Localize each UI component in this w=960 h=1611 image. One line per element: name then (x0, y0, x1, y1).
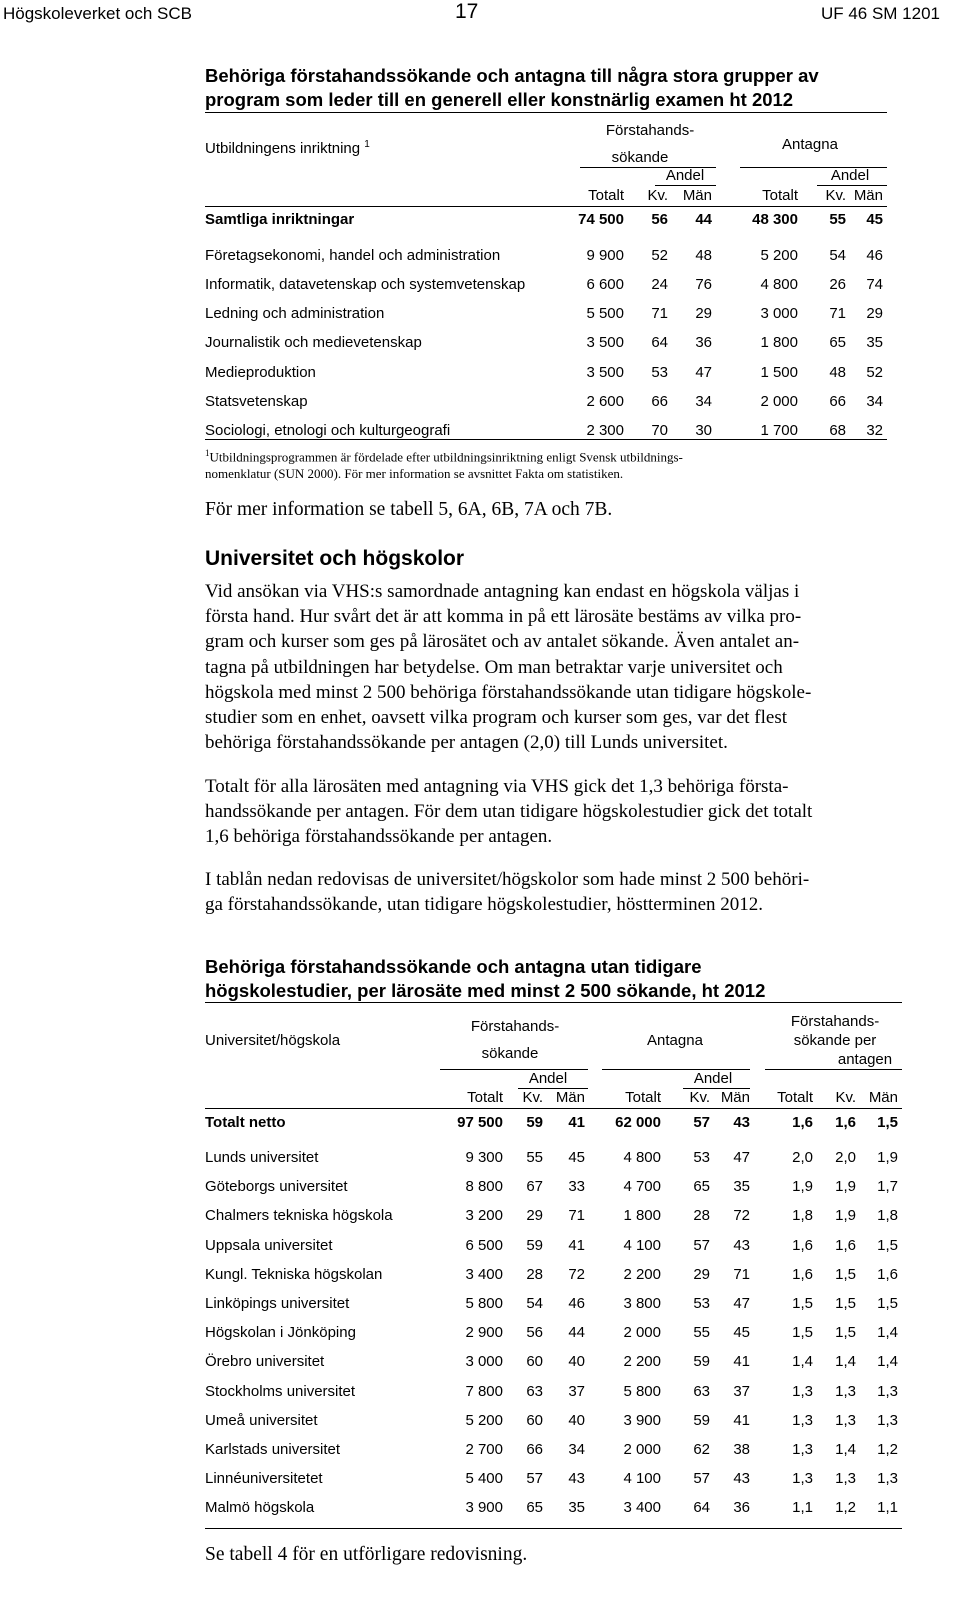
table2-row-value: 1,9 (835, 1178, 856, 1196)
table2-row-value: 1,3 (792, 1441, 813, 1458)
table2-row-value: 57 (693, 1236, 710, 1254)
table2-row-value: 4 100 (623, 1470, 661, 1488)
table1-andel: Andel (665, 167, 705, 184)
table2-total-row-value: 57 (693, 1114, 710, 1131)
table2-row-value: 1,5 (835, 1295, 856, 1312)
table1-row-value: 9 900 (586, 247, 624, 264)
table2-row-value: 54 (526, 1295, 543, 1312)
table1-row-value: 6 600 (586, 276, 624, 293)
table2-row-value: 1,2 (835, 1499, 856, 1517)
table2-row-value: 2,0 (835, 1149, 856, 1166)
table1-col-man: Män (682, 187, 712, 204)
table1-title-line: Behöriga förstahandssökande och antagna till några stora grupper av (205, 65, 819, 86)
table1-andel-rule (817, 185, 887, 186)
table1-row-value: 74 (866, 276, 883, 293)
paragraph-line: studier som en enhet, oavsett vilka program och kurser som ges, var det flest (205, 707, 787, 729)
table1-row-value: 4 800 (760, 276, 798, 293)
table2-row-value: 1,4 (792, 1353, 813, 1371)
table1-group-antagna: Antagna (782, 136, 838, 153)
table2-row-value: 43 (733, 1470, 750, 1488)
reference-text-1: För mer information se tabell 5, 6A, 6B, 7A och 7B. (205, 499, 613, 520)
table2-row-value: 36 (733, 1499, 750, 1517)
table2-row-label: Kungl. Tekniska högskolan (205, 1265, 383, 1283)
table2-row-value: 62 (693, 1441, 710, 1458)
table1-total-row-value: 74 500 (578, 211, 624, 228)
table1-row-value: 34 (866, 393, 883, 410)
table2-row-value: 38 (733, 1441, 750, 1458)
table2-row-value: 35 (568, 1499, 585, 1517)
table2-bottom-rule (205, 1528, 902, 1529)
table1-row-value: 46 (866, 247, 883, 264)
table2-group-forstahands: Förstahands- (470, 1018, 560, 1035)
table2-col-kv: Kv. (689, 1089, 710, 1106)
table2-row-value: 3 400 (623, 1499, 661, 1517)
table2-row-value: 40 (568, 1353, 585, 1371)
table2-row-value: 3 900 (623, 1411, 661, 1429)
table2-row-value: 72 (568, 1265, 585, 1283)
table2-row-value: 5 800 (623, 1382, 661, 1400)
table1-row-value: 36 (695, 334, 712, 351)
table2-row-value: 47 (733, 1149, 750, 1166)
table2-row-value: 41 (733, 1353, 750, 1371)
table2-row-label: Uppsala universitet (205, 1236, 333, 1254)
table2-row-value: 67 (526, 1178, 543, 1196)
table1-total-row-value: 44 (695, 211, 712, 228)
table2-col-totalt: Totalt (467, 1089, 503, 1106)
table2-total-row-value: 41 (568, 1114, 585, 1131)
table1-column-label: Utbildningens inriktning $^1$ (205, 139, 370, 157)
table2-row-value: 8 800 (465, 1178, 503, 1196)
table2-row-value: 1,3 (877, 1470, 898, 1488)
table2-row-value: 29 (526, 1207, 543, 1225)
table1-col-totalt: Totalt (588, 187, 624, 204)
paragraph-line: handssökande per antagen. För dem utan tidigare högskolestudier gick det totalt (205, 801, 813, 823)
table1-row-value: 2 600 (586, 393, 624, 410)
section-heading: Universitet och högskolor (205, 547, 465, 570)
table2-row-value: 1,5 (877, 1236, 898, 1254)
table2-row-value: 45 (568, 1149, 585, 1166)
table2-row-value: 41 (733, 1411, 750, 1429)
table2-row-value: 53 (693, 1149, 710, 1166)
table2-col-kv: Kv. (522, 1089, 543, 1106)
table1-row-label: Företagsekonomi, handel och administration (205, 247, 501, 264)
table2-row-value: 2 000 (623, 1441, 661, 1458)
table1-total-row-label: Samtliga inriktningar (205, 211, 355, 228)
table2-total-row-value: 1,6 (835, 1114, 856, 1131)
table2-total-row-value: 1,6 (792, 1114, 813, 1131)
table2-row-label: Malmö högskola (205, 1499, 315, 1517)
table2-row-value: 1,5 (835, 1265, 856, 1283)
table2-row-label: Göteborgs universitet (205, 1178, 348, 1196)
table2-row-label: Lunds universitet (205, 1149, 319, 1166)
table2-row-value: 1,3 (792, 1382, 813, 1400)
table2-row-value: 2 700 (465, 1441, 503, 1458)
table1-total-row-value: 56 (651, 211, 668, 228)
paragraph-line: gram och kurser som ges på lärosätet och av antalet sökande. Även antalet an- (205, 631, 800, 653)
paragraph-2 (205, 774, 925, 850)
table2-row-value: 37 (733, 1382, 750, 1400)
table2-row-value: 64 (693, 1499, 710, 1517)
table1-row-value: 1 800 (760, 334, 798, 351)
table1-row-label: Journalistik och medievetenskap (205, 334, 422, 351)
table2-col-kv: Kv. (835, 1089, 856, 1106)
table1-row-value: 32 (866, 422, 883, 439)
table1-row-value: 48 (829, 364, 846, 381)
table1-group-forstahands: sökande (611, 149, 669, 166)
table2-row-value: 37 (568, 1382, 585, 1400)
table2-group-rule (765, 1069, 902, 1070)
table1-row-value: 3 500 (586, 334, 624, 351)
table2-group-per-antagen: sökande per (793, 1032, 877, 1049)
table2-row-value: 2 000 (623, 1324, 661, 1342)
table2-andel: Andel (693, 1070, 733, 1087)
table2-row-value: 3 800 (623, 1295, 661, 1312)
table2-row-value: 1,5 (792, 1295, 813, 1312)
table2-row-label: Karlstads universitet (205, 1441, 341, 1458)
table1-row-value: 2 000 (760, 393, 798, 410)
table1-row-value: 3 500 (586, 364, 624, 381)
table2-row-value: 41 (568, 1236, 585, 1254)
table1-row-value: 5 500 (586, 305, 624, 322)
table2-row-value: 1,5 (877, 1295, 898, 1312)
table2-row-value: 57 (526, 1470, 543, 1488)
table2-row-label: Stockholms universitet (205, 1382, 356, 1400)
table1-total-row-value: 55 (829, 211, 846, 228)
paragraph-line: Totalt för alla lärosäten med antagning via VHS gick det 1,3 behöriga första- (205, 776, 789, 797)
table2-row-value: 6 500 (465, 1236, 503, 1254)
table2-row-value: 1,1 (877, 1499, 898, 1517)
table1-col-totalt: Totalt (762, 187, 798, 204)
table2-row-value: 9 300 (465, 1149, 503, 1166)
table1-row-value: 34 (695, 393, 712, 410)
table2-row-value: 1,8 (877, 1207, 898, 1225)
table2-row-value: 43 (568, 1470, 585, 1488)
table2-group-per-antagen: antagen (837, 1051, 893, 1068)
table2-row-value: 1,9 (835, 1207, 856, 1225)
table2-row-value: 1,6 (835, 1236, 856, 1254)
table2-row-value: 1,5 (835, 1324, 856, 1342)
table1-row-value: 30 (695, 422, 712, 439)
table2-row-value: 53 (693, 1295, 710, 1312)
table2-row-value: 59 (526, 1236, 543, 1254)
table2-row-value: 59 (693, 1353, 710, 1371)
table2-total-row-value: 59 (526, 1114, 543, 1131)
table2-row-value: 66 (526, 1441, 543, 1458)
table2-row-value: 1,4 (835, 1441, 856, 1458)
table2-col-totalt: Totalt (625, 1089, 661, 1106)
table2-row-value: 2,0 (792, 1149, 813, 1166)
table2-row-value: 1,2 (877, 1441, 898, 1458)
table2-row-value: 1,6 (792, 1236, 813, 1254)
table1-row-label: Statsvetenskap (205, 393, 308, 410)
table1-title (205, 64, 819, 112)
table1-row-label: Informatik, datavetenskap och systemvetenskap (205, 276, 526, 293)
footnote-line: $^1$Utbildningsprogrammen är fördelade efter utbildningsinriktning enligt Svensk utbildnings- (205, 448, 683, 465)
reference-text-2: Se tabell 4 för en utförligare redovisning. (205, 1544, 528, 1565)
table2-row-value: 1,9 (792, 1178, 813, 1196)
table2-row-value: 4 100 (623, 1236, 661, 1254)
table1-col-kv: Kv. (825, 187, 846, 204)
table1-row-value: 52 (866, 364, 883, 381)
table2-row-value: 2 200 (623, 1265, 661, 1283)
table2-row-value: 1,7 (877, 1178, 898, 1196)
table2-row-value: 44 (568, 1324, 585, 1342)
table2-andel: Andel (528, 1070, 568, 1087)
table2-row-label: Chalmers tekniska högskola (205, 1207, 393, 1225)
table2-row-value: 46 (568, 1295, 585, 1312)
table2-row-value: 1,6 (877, 1265, 898, 1283)
table2-row-value: 63 (693, 1382, 710, 1400)
table2-col-man: Män (555, 1089, 585, 1106)
table2-row-value: 71 (733, 1265, 750, 1283)
table2-row-value: 1,4 (877, 1324, 898, 1342)
table2-total-row-value: 1,5 (877, 1114, 898, 1131)
table2-col-totalt: Totalt (777, 1089, 813, 1106)
table2-row-value: 1,3 (792, 1411, 813, 1429)
table1-footnote (205, 445, 683, 482)
table1-row-value: 26 (829, 276, 846, 293)
table2-row-value: 1,6 (792, 1265, 813, 1283)
table2-row-value: 3 000 (465, 1353, 503, 1371)
table2-row-value: 7 800 (465, 1382, 503, 1400)
table1-row-value: 71 (651, 305, 668, 322)
footnote-line: nomenklatur (SUN 2000). För mer information se avsnittet Fakta om statistiken. (205, 466, 624, 482)
table1-row-value: 29 (866, 305, 883, 322)
table2-title-line: Behöriga förstahandssökande och antagna utan tidigare (205, 956, 702, 977)
table2-group-per-antagen: Förstahands- (790, 1013, 880, 1030)
table2-row-value: 34 (568, 1441, 585, 1458)
paragraph-line: första hand. Hur svårt det är att komma in på ett lärosäte bestäms av vilka pro- (205, 606, 802, 628)
table1-row-value: 64 (651, 334, 668, 351)
table1-row-label: Medieproduktion (205, 364, 316, 381)
table2-row-value: 65 (693, 1178, 710, 1196)
table2-row-value: 1,3 (835, 1411, 856, 1429)
table1-row-value: 3 000 (760, 305, 798, 322)
table2-row-value: 5 800 (465, 1295, 503, 1312)
table2-row-value: 3 200 (465, 1207, 503, 1225)
table2-top-rule (205, 1002, 902, 1003)
table2-row-value: 1,8 (792, 1207, 813, 1225)
table2-row-value: 60 (526, 1353, 543, 1371)
table2-row-value: 35 (733, 1178, 750, 1196)
table1-top-rule (205, 112, 887, 113)
table2-row-value: 45 (733, 1324, 750, 1342)
table2-header-rule (205, 1108, 902, 1109)
table2-row-value: 1,3 (792, 1470, 813, 1488)
table2-row-value: 1,3 (835, 1470, 856, 1488)
table2-row-value: 1,3 (835, 1382, 856, 1400)
table2-row-value: 71 (568, 1207, 585, 1225)
table2-row-value: 1 800 (623, 1207, 661, 1225)
table2-row-value: 1,4 (835, 1353, 856, 1371)
table1-row-value: 66 (829, 393, 846, 410)
table2-col-man: Män (720, 1089, 750, 1106)
table2-title-line: högskolestudier, per lärosäte med minst 2 500 sökande, ht 2012 (205, 980, 766, 1001)
table1-title-line: program som leder till en generell eller konstnärlig examen ht 2012 (205, 89, 794, 110)
page-number: 17 (455, 0, 479, 23)
table1-row-value: 70 (651, 422, 668, 439)
table2-row-value: 1,9 (877, 1149, 898, 1166)
table2-title (205, 955, 765, 1003)
table2-total-row-label: Totalt netto (205, 1114, 286, 1131)
table2-row-label: Örebro universitet (205, 1353, 325, 1371)
table2-row-value: 1,4 (877, 1353, 898, 1371)
table1-row-value: 5 200 (760, 247, 798, 264)
paragraph-1 (205, 579, 925, 755)
table2-row-value: 65 (526, 1499, 543, 1517)
table2-row-value: 55 (693, 1324, 710, 1342)
table1-row-label: Sociologi, etnologi och kulturgeografi (205, 422, 451, 439)
paragraph-line: Vid ansökan via VHS:s samordnade antagning kan endast en högskola väljas i (205, 581, 800, 602)
table2-total-row-value: 62 000 (615, 1114, 661, 1131)
paragraph-line: behöriga förstahandssökande per antagen (2,0) till Lunds universitet. (205, 732, 728, 754)
table2-row-value: 57 (693, 1470, 710, 1488)
table1-row-value: 65 (829, 334, 846, 351)
table2-row-value: 47 (733, 1295, 750, 1312)
table2-row-value: 3 900 (465, 1499, 503, 1517)
table1-row-value: 1 500 (760, 364, 798, 381)
table1-row-value: 54 (829, 247, 846, 264)
table2-row-label: Umeå universitet (205, 1411, 318, 1429)
table2-row-value: 33 (568, 1178, 585, 1196)
paragraph-line: 1,6 behöriga förstahandssökande per antagen. (205, 826, 553, 848)
paragraph-line: högskola med minst 2 500 behöriga förstahandssökande utan tidigare högskole- (205, 681, 812, 703)
header-left: Högskoleverket och SCB (3, 4, 192, 23)
table2-row-value: 1,5 (792, 1324, 813, 1342)
table2-row-value: 1,1 (792, 1499, 813, 1517)
table2-total-row-value: 43 (733, 1114, 750, 1131)
table2-row-value: 59 (693, 1411, 710, 1429)
table1-row-value: 47 (695, 364, 712, 381)
table2-row-value: 4 800 (623, 1149, 661, 1166)
table1-row-value: 52 (651, 247, 668, 264)
table2-group-antagna: Antagna (647, 1032, 703, 1049)
header-right: UF 46 SM 1201 (820, 4, 940, 23)
table2-row-value: 2 200 (623, 1353, 661, 1371)
table1-row-value: 2 300 (586, 422, 624, 439)
table1-row-value: 71 (829, 305, 846, 322)
paragraph-line: ga förstahandssökande, utan tidigare högskolestudier, höstterminen 2012. (205, 894, 764, 916)
table1-col-kv: Kv. (647, 187, 668, 204)
table2-row-label: Högskolan i Jönköping (205, 1324, 356, 1342)
table1-andel: Andel (830, 167, 870, 184)
table2-column-label: Universitet/högskola (205, 1032, 341, 1049)
table1-row-value: 76 (695, 276, 712, 293)
table1-total-row-value: 45 (866, 211, 883, 228)
table1-bottom-rule (205, 439, 887, 440)
table1-row-value: 68 (829, 422, 846, 439)
table1-row-value: 48 (695, 247, 712, 264)
table2-row-value: 43 (733, 1236, 750, 1254)
table2-row-label: Linnéuniversitetet (205, 1470, 323, 1488)
table2-row-value: 1,3 (877, 1382, 898, 1400)
table2-row-value: 2 900 (465, 1324, 503, 1342)
table1-row-value: 29 (695, 305, 712, 322)
table1-row-label: Ledning och administration (205, 305, 385, 322)
table2-row-value: 29 (693, 1265, 710, 1283)
table2-row-value: 28 (693, 1207, 710, 1225)
table1-group-forstahands: Förstahands- (605, 122, 695, 139)
table2-col-man: Män (868, 1089, 898, 1106)
table2-total-row-value: 97 500 (457, 1114, 503, 1131)
table1-andel-rule (655, 185, 716, 186)
table2-row-value: 1,3 (877, 1411, 898, 1429)
table2-row-value: 40 (568, 1411, 585, 1429)
table2-row-value: 60 (526, 1411, 543, 1429)
table2-row-value: 4 700 (623, 1178, 661, 1196)
table2-row-value: 5 200 (465, 1411, 503, 1429)
table1-col-man: Män (853, 187, 883, 204)
table1-header-rule (205, 206, 887, 207)
table2-row-value: 28 (526, 1265, 543, 1283)
table1-row-value: 53 (651, 364, 668, 381)
paragraph-3 (205, 867, 925, 917)
table2-row-value: 63 (526, 1382, 543, 1400)
paragraph-line: tagna på utbildningen har betydelse. Om man betraktar varje universitet och (205, 656, 783, 678)
table2-row-value: 72 (733, 1207, 750, 1225)
table2-row-label: Linköpings universitet (205, 1295, 350, 1312)
table2-row-value: 55 (526, 1149, 543, 1166)
paragraph-line: I tablån nedan redovisas de universitet/högskolor som hade minst 2 500 behöri- (205, 869, 810, 890)
table1-total-row-value: 48 300 (752, 211, 798, 228)
table2-row-value: 3 400 (465, 1265, 503, 1283)
table1-row-value: 24 (651, 276, 668, 293)
table1-row-value: 35 (866, 334, 883, 351)
table2-group-forstahands: sökande (481, 1045, 539, 1062)
table1-row-value: 66 (651, 393, 668, 410)
table2-row-value: 56 (526, 1324, 543, 1342)
table2-row-value: 5 400 (465, 1470, 503, 1488)
table1-row-value: 1 700 (760, 422, 798, 439)
